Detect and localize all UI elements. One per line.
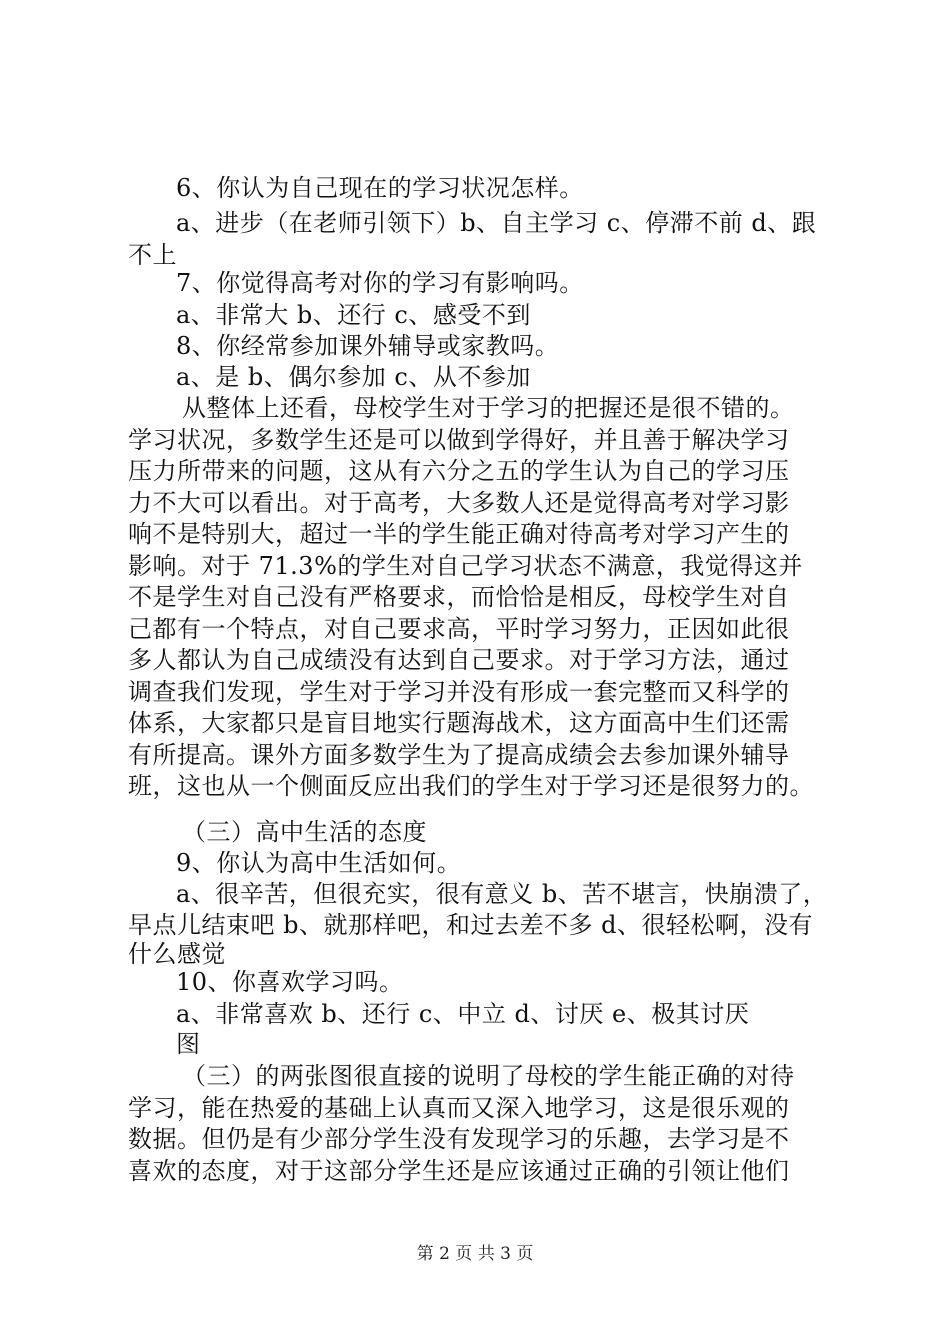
page-footer: 第 2 页 共 3 页 xyxy=(416,1244,534,1264)
paragraph-line: 班，这也从一个侧面反应出我们的学生对于学习还是很努力的。 xyxy=(128,772,814,800)
question-7-options: a、非常大 b、还行 c、感受不到 xyxy=(176,301,531,329)
paragraph-line: 学习，能在热爱的基础上认真而又深入地学习，这是很乐观的 xyxy=(128,1094,790,1122)
paragraph-line: 从整体上还看，母校学生对于学习的把握还是很不错的。 xyxy=(182,394,795,422)
question-6: 6、你认为自己现在的学习状况怎样。 xyxy=(176,174,584,202)
question-8: 8、你经常参加课外辅导或家教吗。 xyxy=(176,332,560,360)
paragraph-line: 压力所带来的问题，这从有六分之五的学生认为自己的学习压 xyxy=(128,457,790,485)
paragraph-line: 调查我们发现，学生对于学习并没有形成一套完整而又科学的 xyxy=(128,678,790,706)
paragraph-line: 响不是特别大，超过一半的学生能正确对待高考对学习产生的 xyxy=(128,520,790,548)
paragraph-line: 喜欢的态度，对于这部分学生还是应该通过正确的引领让他们 xyxy=(128,1157,790,1185)
question-6-options: a、进步（在老师引领下）b、自主学习 c、停滞不前 d、跟 xyxy=(176,209,817,237)
paragraph-line: 数据。但仍是有少部分学生没有发现学习的乐趣，去学习是不 xyxy=(128,1125,790,1153)
question-9: 9、你认为高中生活如何。 xyxy=(176,849,462,877)
question-6-options-cont: 不上 xyxy=(128,241,177,269)
paragraph-line: 影响。对于 71.3%的学生对自己学习状态不满意，我觉得这并 xyxy=(128,552,803,580)
section-heading: （三）高中生活的态度 xyxy=(182,818,427,846)
question-10: 10、你喜欢学习吗。 xyxy=(176,968,404,996)
question-8-options: a、是 b、偶尔参加 c、从不参加 xyxy=(176,363,531,391)
paragraph-line: 学习状况，多数学生还是可以做到学得好，并且善于解决学习 xyxy=(128,426,790,454)
paragraph-line: 己都有一个特点，对自己要求高，平时学习努力，正因如此很 xyxy=(128,615,790,643)
paragraph-line: 多人都认为自己成绩没有达到自己要求。对于学习方法，通过 xyxy=(128,646,790,674)
figure-label: 图 xyxy=(176,1030,201,1058)
question-10-options: a、非常喜欢 b、还行 c、中立 d、讨厌 e、极其讨厌 xyxy=(176,1000,750,1028)
paragraph-line: 有所提高。课外方面多数学生为了提高成绩会去参加课外辅导 xyxy=(128,741,790,769)
question-7: 7、你觉得高考对你的学习有影响吗。 xyxy=(176,269,584,297)
paragraph-line: 力不大可以看出。对于高考，大多数人还是觉得高考对学习影 xyxy=(128,489,790,517)
question-9-options-cont: 早点儿结束吧 b、就那样吧，和过去差不多 d、很轻松啊，没有 xyxy=(128,911,813,939)
question-9-options-cont: 什么感觉 xyxy=(128,940,226,968)
paragraph-line: 不是学生对自己没有严格要求，而恰恰是相反，母校学生对自 xyxy=(128,583,790,611)
question-9-options: a、很辛苦，但很充实，很有意义 b、苦不堪言，快崩溃了， xyxy=(176,880,828,908)
paragraph-line: （三）的两张图很直接的说明了母校的学生能正确的对待 xyxy=(182,1062,795,1090)
paragraph-line: 体系，大家都只是盲目地实行题海战术，这方面高中生们还需 xyxy=(128,709,790,737)
